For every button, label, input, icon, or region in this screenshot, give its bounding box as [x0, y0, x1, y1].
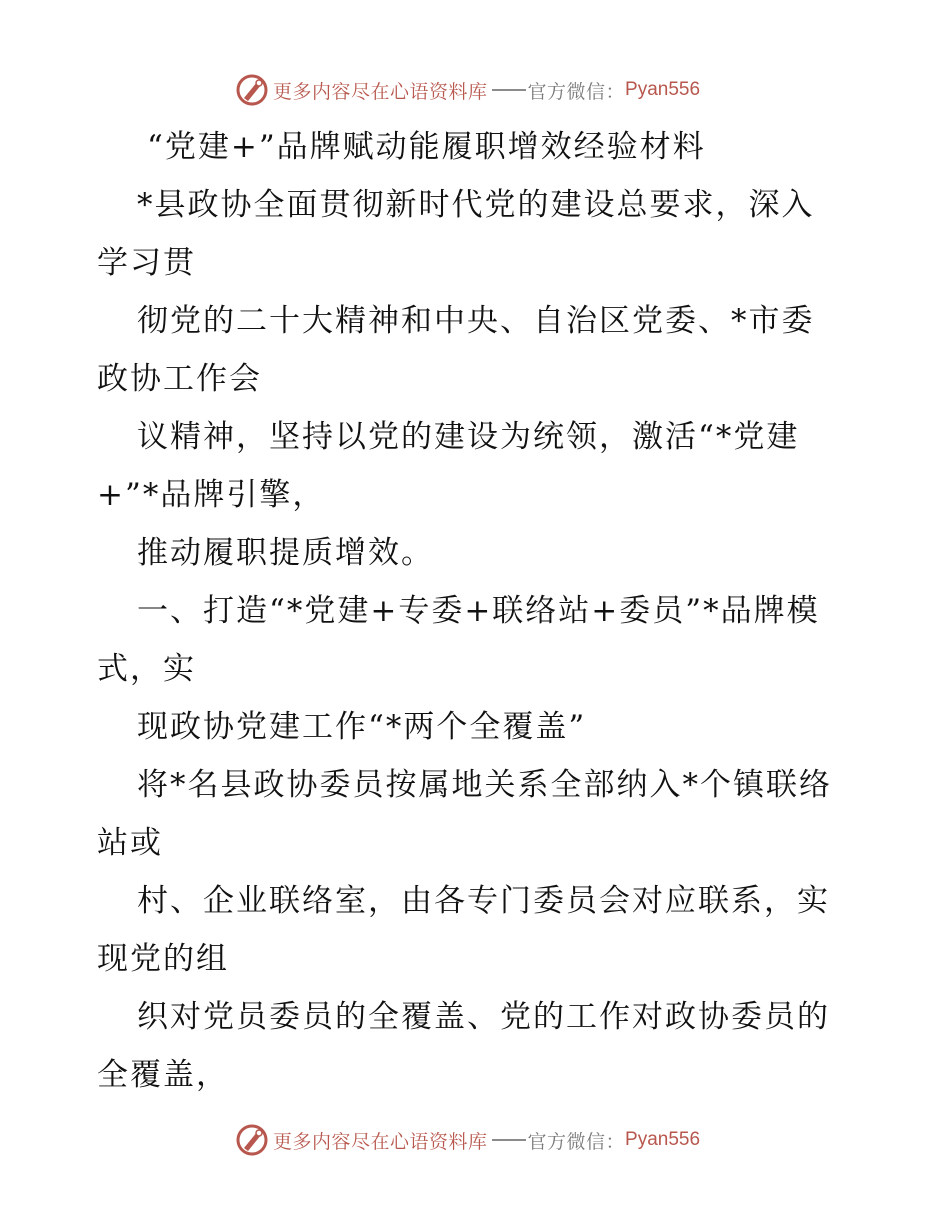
- pen-circle-icon: [235, 73, 269, 107]
- paragraph-line: 站或: [97, 825, 163, 861]
- paragraph-line: 将*名县政协委员按属地关系全部纳入*个镇联络: [137, 767, 832, 803]
- paragraph-line: +”*品牌引擎，: [97, 477, 326, 513]
- paragraph-line: *县政协全面贯彻新时代党的建设总要求，深入: [137, 187, 815, 223]
- watermark-wechat-id: Pyan556: [625, 1129, 701, 1150]
- paragraph-line: 村、企业联络室，由各专门委员会对应联系，实: [137, 883, 830, 919]
- watermark-main-text: 更多内容尽在心语资料库: [273, 80, 488, 103]
- pen-circle-icon: [235, 1123, 269, 1157]
- section-heading-line: 现政协党建工作“*两个全覆盖”: [137, 709, 587, 745]
- watermark-wechat-label: 官方微信：: [527, 1130, 626, 1153]
- paragraph-line: 推动履职提质增效。: [137, 535, 434, 571]
- paragraph-line: 政协工作会: [97, 361, 262, 397]
- watermark-dash: [492, 89, 526, 91]
- watermark-main-text: 更多内容尽在心语资料库: [273, 1130, 488, 1153]
- document-body: [97, 118, 857, 1104]
- header-watermark: [235, 72, 700, 108]
- paragraph-line: 议精神，坚持以党的建设为统领，激活“*党建: [137, 419, 800, 455]
- paragraph-line: 彻党的二十大精神和中央、自治区党委、*市委: [137, 303, 815, 339]
- section-heading-line: 式，实: [97, 651, 196, 687]
- paragraph-line: 现党的组: [97, 941, 229, 977]
- paragraph-line: 学习贯: [97, 245, 196, 281]
- paragraph-line: 全覆盖，: [97, 1057, 229, 1093]
- watermark-dash: [492, 1139, 526, 1141]
- paragraph-line: 织对党员委员的全覆盖、党的工作对政协委员的: [137, 999, 830, 1035]
- section-heading-line: 一、打造“*党建+专委+联络站+委员”*品牌模: [137, 593, 820, 629]
- footer-watermark: [235, 1122, 700, 1158]
- watermark-wechat-id: Pyan556: [625, 79, 701, 100]
- document-title: “党建+”品牌赋动能履职增效经验材料: [147, 129, 706, 165]
- watermark-wechat-label: 官方微信：: [527, 80, 626, 103]
